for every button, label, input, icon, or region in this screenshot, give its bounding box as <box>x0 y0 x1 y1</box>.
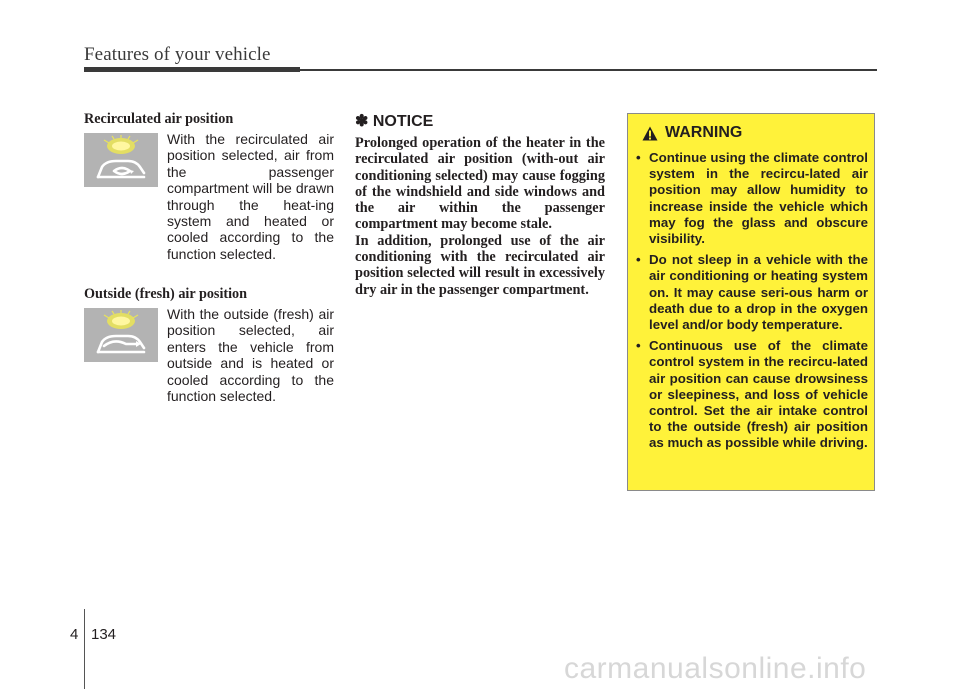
warning-item: • Continuous use of the climate control system in the recircu-lated air position can cause drowsiness or sleepiness, and loss of vehicle control. Set the air intake control to the outside (fresh) air position as much as possible while driving. <box>636 338 868 451</box>
outside-heading: Outside (fresh) air position <box>84 286 248 302</box>
recirc-heading: Recirculated air position <box>84 111 234 127</box>
notice-paragraph-1: Prolonged operation of the heater in the recirculated air position (with-out air conditioning selected) may cause fogging of the windshield and side windows and the air within the passenger compartment may become stale. <box>355 135 605 233</box>
outside-air-button-icon <box>84 308 158 362</box>
warning-triangle-icon <box>642 126 658 141</box>
header-divider-thick <box>84 67 300 72</box>
footer-divider <box>84 609 85 689</box>
warning-list <box>636 150 868 457</box>
warning-box <box>627 113 875 491</box>
notice-title: ✽ NOTICE <box>355 113 434 130</box>
notice-paragraph-2: In addition, prolonged use of the air conditioning with the recirculated air position selected will result in excessively dry air in the passenger compartment. <box>355 232 605 298</box>
recirc-description: With the recirculated air position selected, air from the passenger compartment will be drawn through the heat-ing system and heated or cooled according to the function selected. <box>167 131 334 262</box>
warning-title: WARNING <box>665 124 743 141</box>
warning-heading <box>642 124 742 142</box>
footer-page-number: 134 <box>91 626 117 643</box>
outside-description: With the outside (fresh) air position selected, air enters the vehicle from outside and is heated or cooled according to the function selected. <box>167 306 334 405</box>
notice-body <box>355 135 605 298</box>
warning-item: • Do not sleep in a vehicle with the air conditioning or heating system on. It may cause seri-ous harm or death due to a drop in the oxygen level and/or body temperature. <box>636 252 868 333</box>
header-title: Features of your vehicle <box>84 44 271 65</box>
footer-section-number: 4 <box>70 626 79 643</box>
warning-item: • Continue using the climate control system in the recircu-lated air position may allow humidity to increase inside the vehicle which may fog the glass and obscure visibility. <box>636 150 868 247</box>
recirc-air-button-icon <box>84 133 158 187</box>
header-divider-thin <box>300 69 877 71</box>
watermark: carmanualsonline.info <box>564 652 867 685</box>
